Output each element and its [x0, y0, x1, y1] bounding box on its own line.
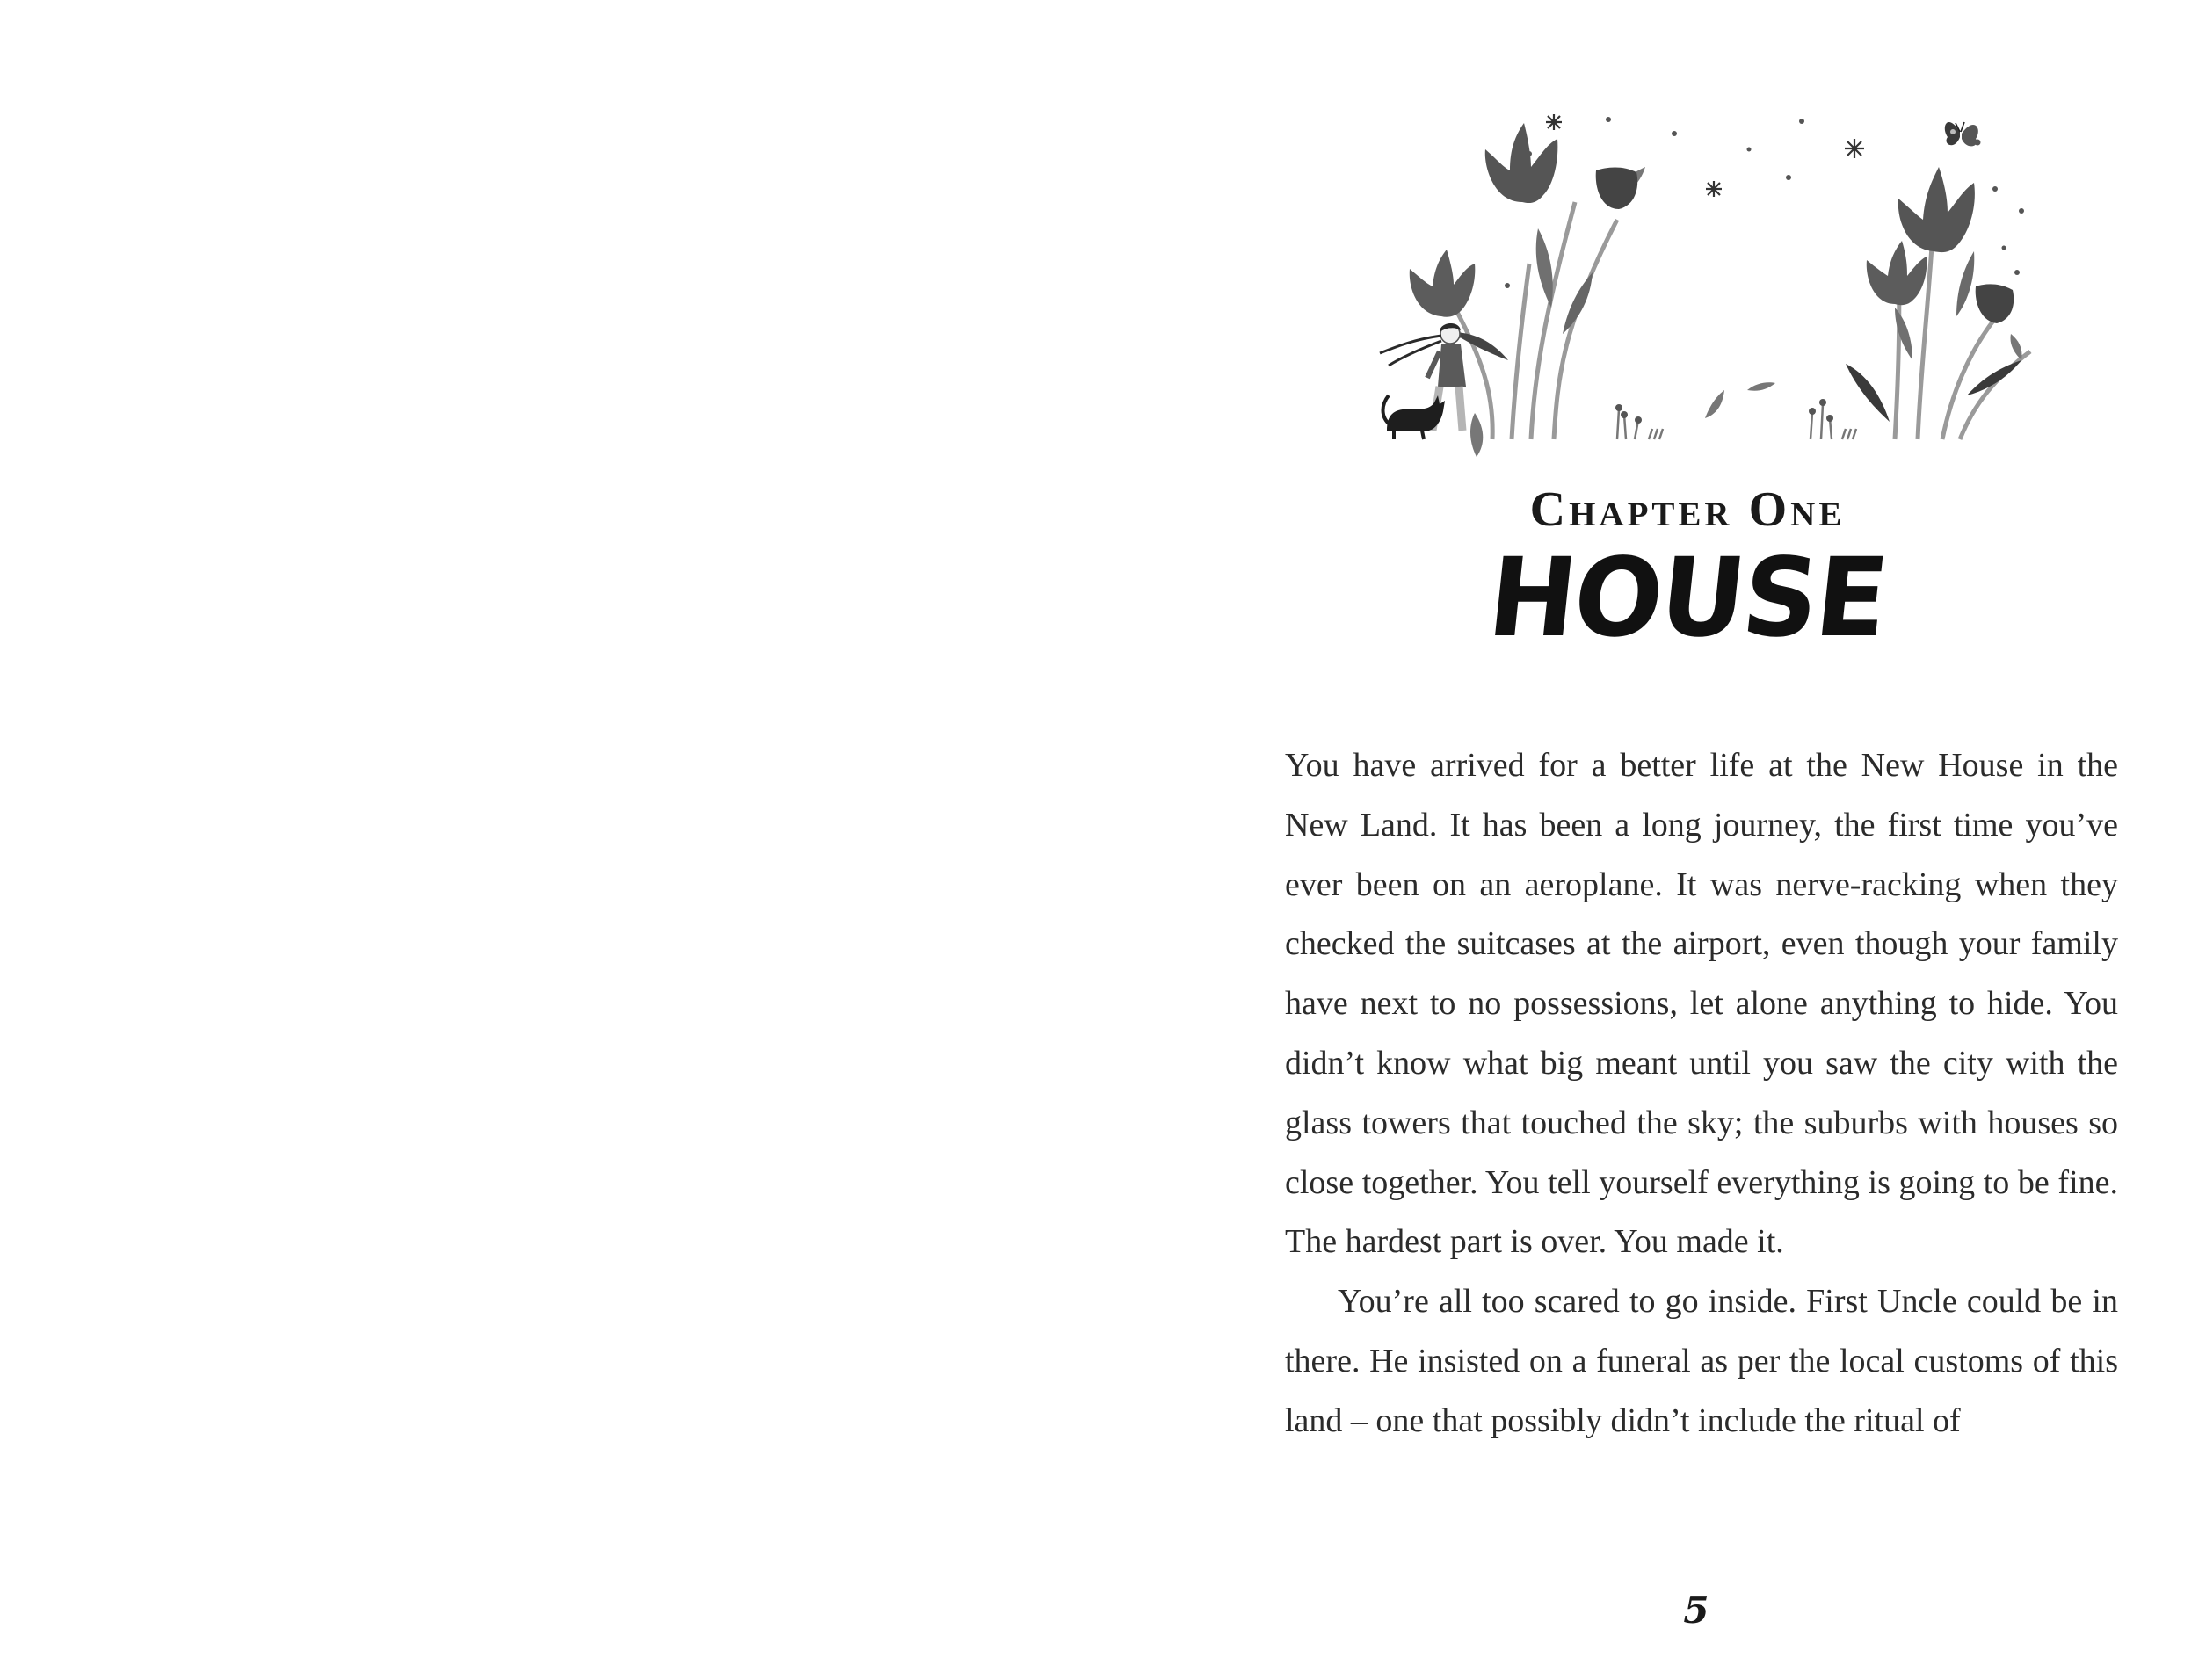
chapter-title-heading: HOUSE: [1483, 533, 1892, 662]
chapter-number-heading: Chapter One: [1529, 482, 1846, 537]
chapter-body-text: [1285, 736, 2118, 1452]
cat-icon: [1383, 395, 1446, 439]
butterfly-icon: [1945, 122, 1978, 146]
sparkle-star-icon: [1546, 114, 1864, 197]
paragraph: You’re all too scared to go inside. First Uncle could be in there. He insisted on a funeral as per the local customs of this land – one that possibly didn’t include the ritual of: [1285, 1283, 2118, 1439]
grass-sprouts: [1617, 404, 1856, 439]
grass-sprout-heads: [1615, 399, 1833, 424]
paragraph: You have arrived for a better life at the New House in the New Land. It has been a long journey, the first time you’ve ever been on an aeroplane. It was nerve-racking when they checked the suitcases at the airport, even though your family have next to no possessions, let alone anything to hide. You didn’t know what big meant until you saw the city with the glass towers that touched the sky; the suburbs with houses so close together. You tell yourself everything is going to be fine. The hardest part is over. You made it.: [1285, 747, 2118, 1261]
tulip-flowers-icon: [1410, 123, 2030, 439]
page-number: 5: [1683, 1589, 1709, 1632]
chapter-illustration: [1327, 97, 2074, 483]
